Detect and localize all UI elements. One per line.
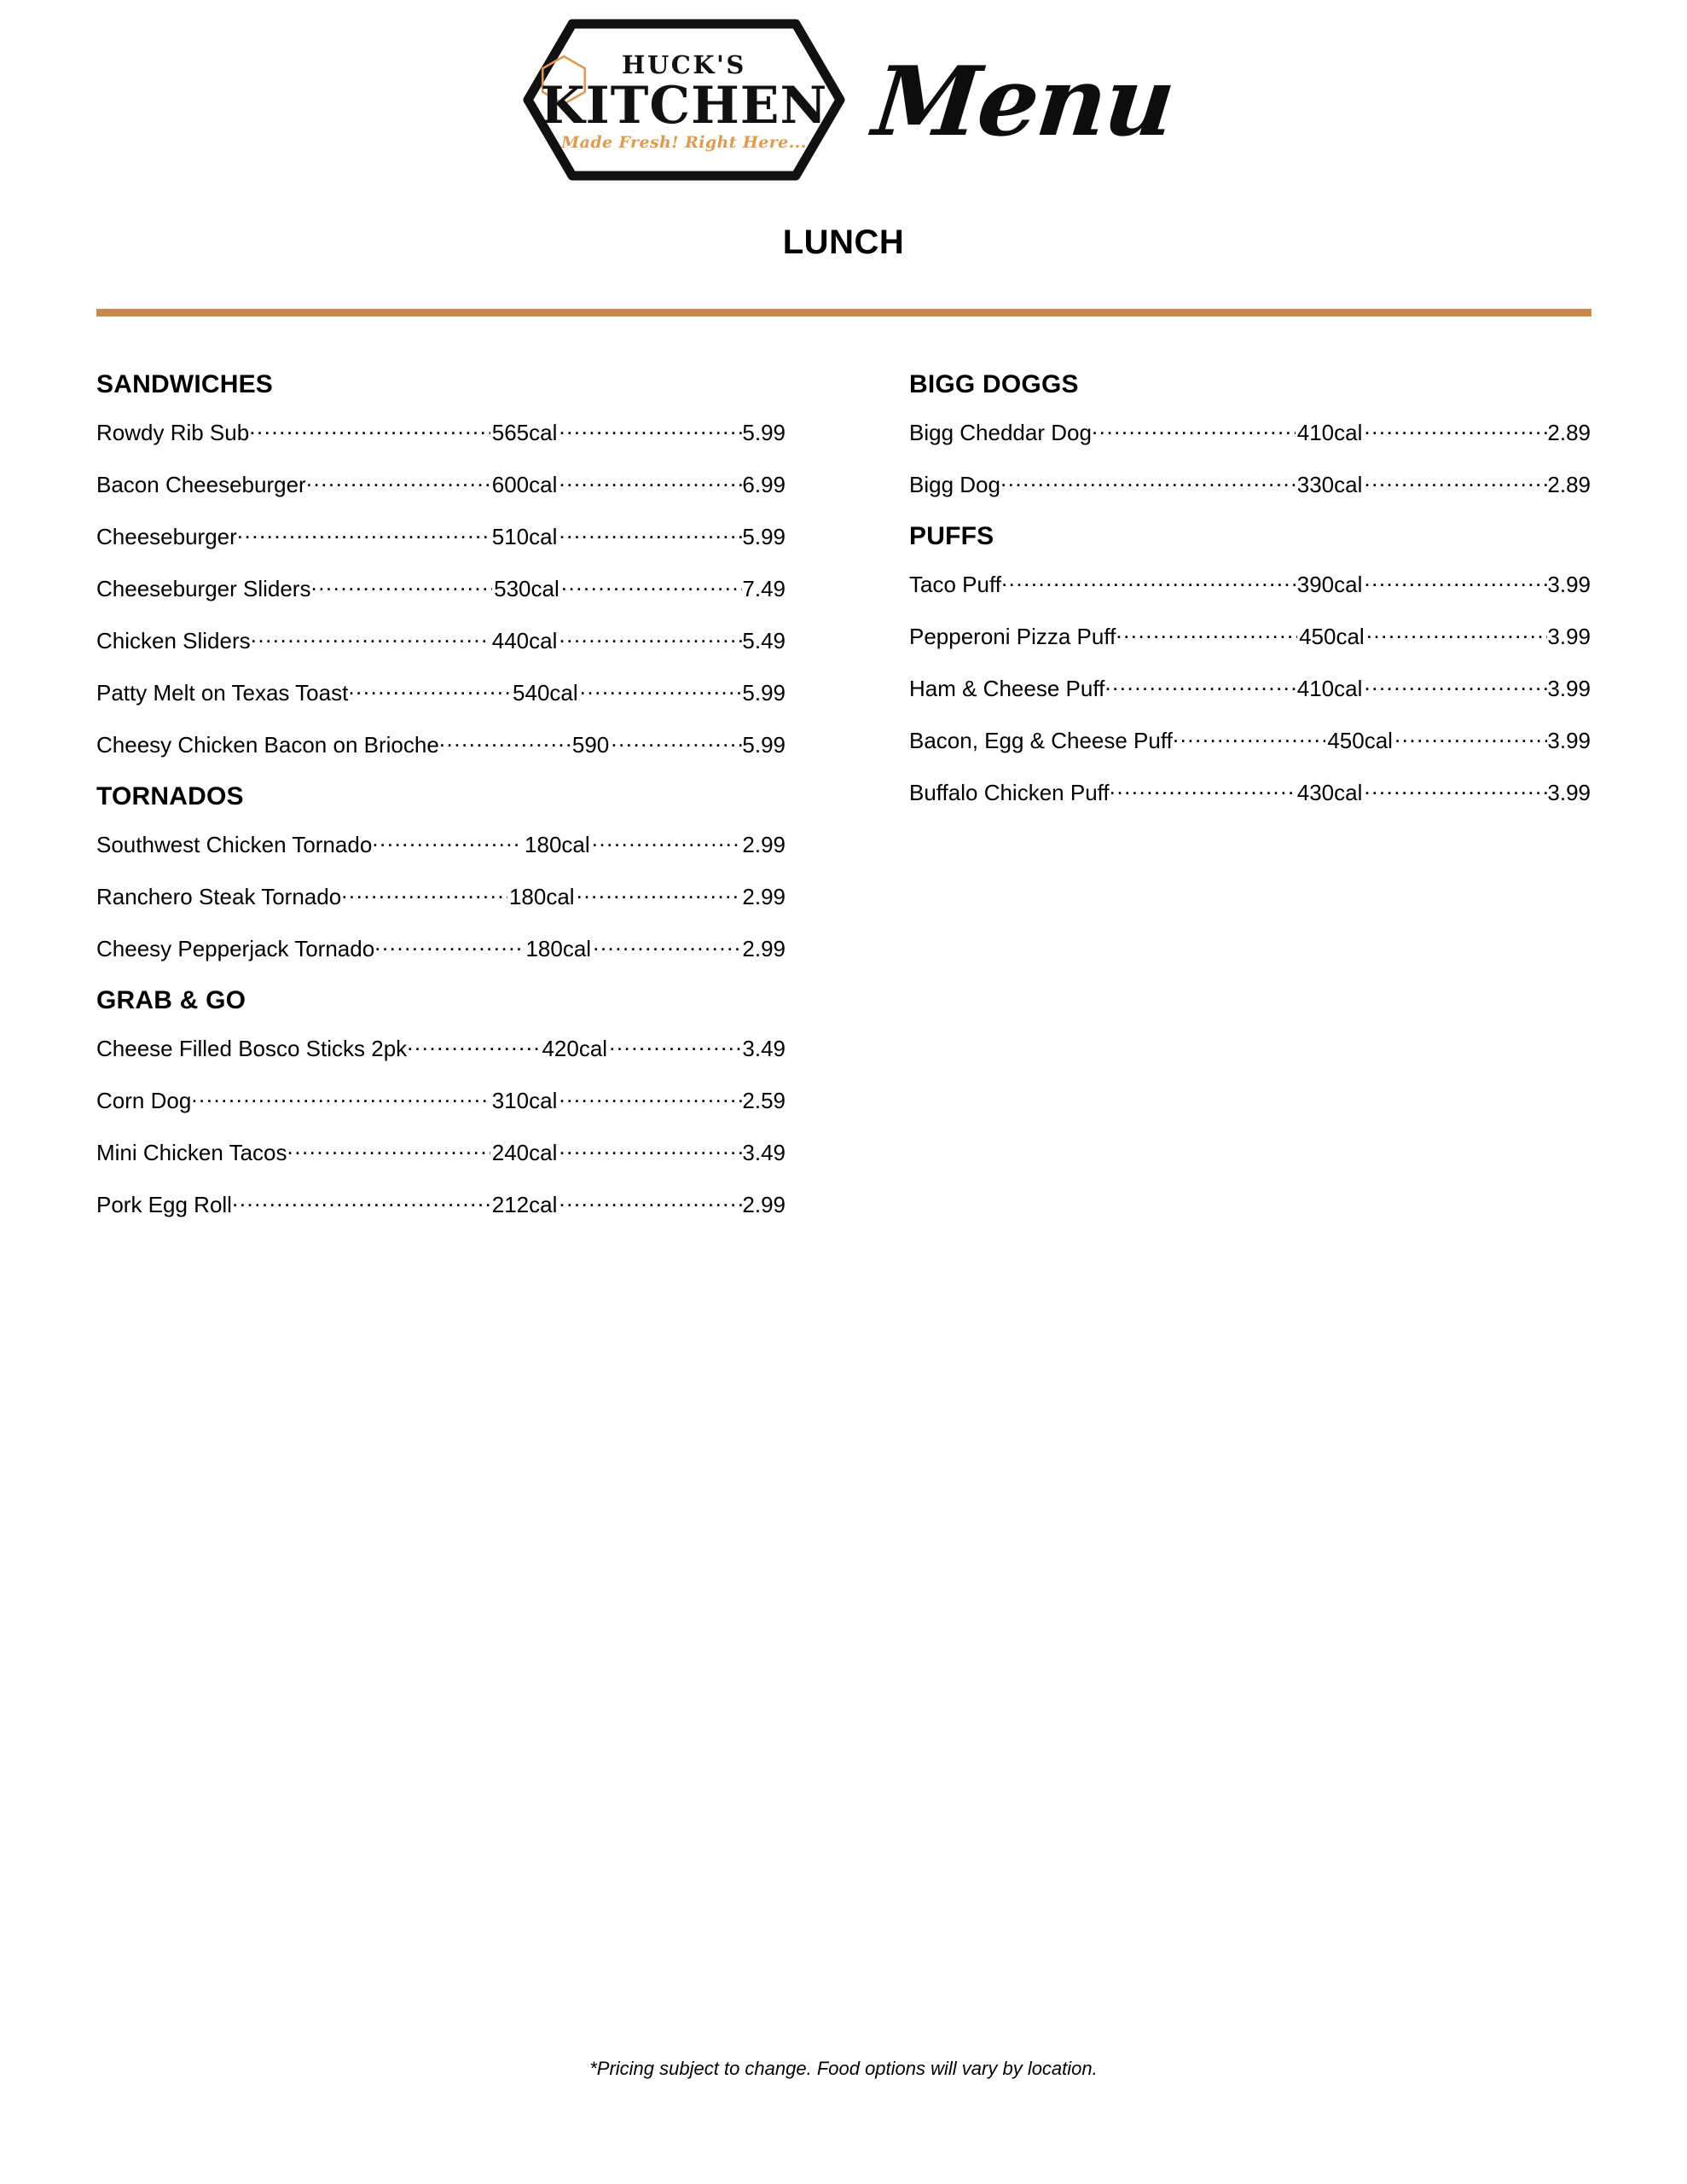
menu-item-row	[96, 678, 786, 706]
menu-item-calories: 410cal	[1296, 676, 1363, 701]
menu-item-name: Cheeseburger Sliders	[96, 576, 311, 601]
dot-leader	[1001, 570, 1296, 592]
menu-item-price: 3.49	[742, 1036, 786, 1061]
dot-leader	[1366, 622, 1548, 644]
dot-leader	[611, 730, 742, 752]
menu-item-price: 2.99	[742, 936, 786, 961]
menu-item-calories: 420cal	[542, 1036, 608, 1061]
menu-item-name: Cheese Filled Bosco Sticks 2pk	[96, 1036, 408, 1061]
dot-leader	[580, 678, 743, 700]
menu-item-row	[96, 626, 786, 654]
menu-item-price: 2.99	[742, 884, 786, 909]
menu-item-price: 2.99	[742, 1192, 786, 1217]
dot-leader	[593, 934, 742, 956]
menu-item-row	[96, 522, 786, 550]
dot-leader	[1104, 674, 1295, 696]
dot-leader	[1364, 674, 1547, 696]
menu-item-row	[96, 1034, 786, 1062]
hucks-kitchen-logo	[523, 19, 845, 181]
menu-item-calories: 450cal	[1299, 624, 1365, 649]
menu-item-row	[909, 622, 1591, 650]
menu-columns	[0, 370, 1687, 1218]
dot-leader	[559, 626, 742, 648]
dot-leader	[559, 418, 742, 440]
menu-item-price: 5.49	[742, 628, 786, 653]
menu-item-name: Cheesy Chicken Bacon on Brioche	[96, 732, 439, 758]
menu-item-calories: 450cal	[1327, 728, 1393, 753]
logo-brand-main: KITCHEN	[540, 75, 828, 136]
dot-leader	[559, 522, 742, 544]
menu-item-price: 3.99	[1547, 624, 1591, 649]
menu-item-price: 6.99	[742, 472, 786, 497]
menu-item-row	[909, 674, 1591, 702]
menu-item-row	[96, 830, 786, 858]
menu-item-calories: 330cal	[1296, 472, 1363, 497]
menu-item-row	[96, 882, 786, 910]
menu-item-row	[96, 470, 786, 498]
dot-leader	[559, 470, 742, 492]
menu-section	[96, 782, 786, 962]
menu-item-price: 3.99	[1547, 728, 1591, 753]
dot-leader	[407, 1034, 540, 1056]
dot-leader	[609, 1034, 742, 1056]
dot-leader	[559, 1086, 742, 1108]
menu-item-name: Cheesy Pepperjack Tornado	[96, 936, 375, 961]
menu-item-name: Bacon Cheeseburger	[96, 472, 306, 497]
menu-item-row	[96, 418, 786, 446]
dot-leader	[251, 626, 490, 648]
menu-item-calories: 410cal	[1296, 420, 1363, 445]
dot-leader	[1116, 622, 1297, 644]
menu-item-calories: 590	[571, 732, 610, 758]
menu-item-name: Taco Puff	[909, 572, 1001, 597]
menu-item-name: Bigg Dog	[909, 472, 1000, 497]
menu-section	[909, 522, 1591, 806]
dot-leader	[1364, 418, 1547, 440]
menu-item-name: Pepperoni Pizza Puff	[909, 624, 1116, 649]
dot-leader	[1364, 470, 1547, 492]
section-title-grab-go: GRAB & GO	[96, 986, 246, 1014]
dot-leader	[1173, 726, 1325, 748]
menu-section	[96, 986, 786, 1218]
dot-leader	[348, 678, 511, 700]
menu-item-row	[96, 1190, 786, 1218]
menu-item-price: 7.49	[742, 576, 786, 601]
menu-item-price: 5.99	[742, 732, 786, 758]
menu-item-calories: 212cal	[491, 1192, 558, 1217]
menu-item-row	[909, 726, 1591, 754]
menu-item-calories: 310cal	[491, 1088, 558, 1113]
section-title-tornados: TORNADOS	[96, 782, 244, 810]
menu-item-row	[96, 934, 786, 962]
menu-item-calories: 565cal	[491, 420, 558, 445]
menu-item-price: 3.49	[742, 1140, 786, 1165]
menu-item-name: Buffalo Chicken Puff	[909, 780, 1110, 805]
dot-leader	[1394, 726, 1547, 748]
menu-item-calories: 180cal	[525, 936, 592, 961]
menu-item-calories: 530cal	[494, 576, 559, 601]
menu-section	[96, 370, 786, 758]
menu-item-price: 5.99	[742, 420, 786, 445]
dot-leader	[592, 830, 743, 852]
menu-item-calories: 240cal	[491, 1140, 558, 1165]
header-divider	[96, 309, 1591, 317]
menu-item-calories: 180cal	[508, 884, 575, 909]
menu-item-price: 5.99	[742, 524, 786, 549]
menu-item-row	[96, 1086, 786, 1114]
menu-item-name: Southwest Chicken Tornado	[96, 832, 373, 857]
menu-item-name: Pork Egg Roll	[96, 1192, 232, 1217]
dot-leader	[561, 574, 743, 596]
menu-item-row	[909, 418, 1591, 446]
page-header	[0, 0, 1687, 213]
dot-leader	[237, 522, 490, 544]
dot-leader	[1364, 778, 1547, 800]
menu-item-calories: 430cal	[1296, 780, 1363, 805]
logo-brand-main-row	[540, 75, 828, 136]
menu-item-calories: 440cal	[491, 628, 558, 653]
dot-leader	[372, 830, 523, 852]
menu-item-row	[96, 730, 786, 758]
menu-item-calories: 600cal	[491, 472, 558, 497]
menu-item-price: 2.89	[1547, 472, 1591, 497]
dot-leader	[439, 730, 571, 752]
menu-item-calories: 390cal	[1296, 572, 1363, 597]
menu-item-price: 3.99	[1547, 676, 1591, 701]
dot-leader	[559, 1190, 742, 1212]
menu-item-name: Bacon, Egg & Cheese Puff	[909, 728, 1173, 753]
menu-item-calories: 540cal	[513, 680, 578, 706]
dot-leader	[1110, 778, 1296, 800]
dot-leader	[249, 418, 490, 440]
dot-leader	[1000, 470, 1296, 492]
logo-brand-top: HUCK'S	[622, 49, 746, 79]
menu-item-calories: 180cal	[525, 832, 590, 857]
logo-text-stack	[523, 19, 845, 181]
menu-item-row	[96, 574, 786, 602]
dot-leader	[1092, 418, 1296, 440]
menu-item-price: 2.59	[742, 1088, 786, 1113]
menu-item-price: 2.99	[742, 832, 786, 857]
menu-item-row	[909, 570, 1591, 598]
menu-section	[909, 370, 1591, 498]
dot-leader	[310, 574, 492, 596]
dot-leader	[191, 1086, 490, 1108]
menu-item-price: 3.99	[1547, 780, 1591, 805]
menu-item-row	[909, 778, 1591, 806]
section-title-bigg-doggs: BIGG DOGGS	[909, 370, 1079, 398]
dot-leader	[1364, 570, 1547, 592]
section-title-sandwiches: SANDWICHES	[96, 370, 274, 398]
dot-leader	[341, 882, 507, 904]
menu-item-name: Ham & Cheese Puff	[909, 676, 1105, 701]
menu-item-name: Rowdy Rib Sub	[96, 420, 250, 445]
menu-item-price: 5.99	[742, 680, 786, 706]
menu-item-name: Mini Chicken Tacos	[96, 1140, 287, 1165]
menu-item-name: Ranchero Steak Tornado	[96, 884, 342, 909]
menu-item-price: 2.89	[1547, 420, 1591, 445]
menu-item-name: Corn Dog	[96, 1088, 192, 1113]
menu-item-name: Bigg Cheddar Dog	[909, 420, 1092, 445]
dot-leader	[306, 470, 490, 492]
header-brand-row	[523, 19, 1179, 181]
menu-item-row	[96, 1138, 786, 1166]
dot-leader	[577, 882, 743, 904]
menu-item-calories: 510cal	[491, 524, 558, 549]
dot-leader	[232, 1190, 490, 1212]
dot-leader	[559, 1138, 742, 1160]
menu-item-name: Cheeseburger	[96, 524, 237, 549]
menu-item-name: Chicken Sliders	[96, 628, 251, 653]
menu-item-name: Patty Melt on Texas Toast	[96, 680, 349, 706]
page-title: LUNCH	[782, 224, 905, 261]
menu-item-price: 3.99	[1547, 572, 1591, 597]
dot-leader	[374, 934, 524, 956]
section-title-puffs: PUFFS	[909, 522, 994, 550]
logo-tagline: Made Fresh! Right Here...	[561, 132, 807, 152]
menu-column-right	[844, 370, 1591, 1218]
menu-column-left	[96, 370, 844, 1218]
dot-leader	[287, 1138, 490, 1160]
pricing-disclaimer: *Pricing subject to change. Food options will vary by location.	[589, 2058, 1098, 2079]
menu-item-row	[909, 470, 1591, 498]
menu-script-word: Menu	[868, 46, 1179, 158]
